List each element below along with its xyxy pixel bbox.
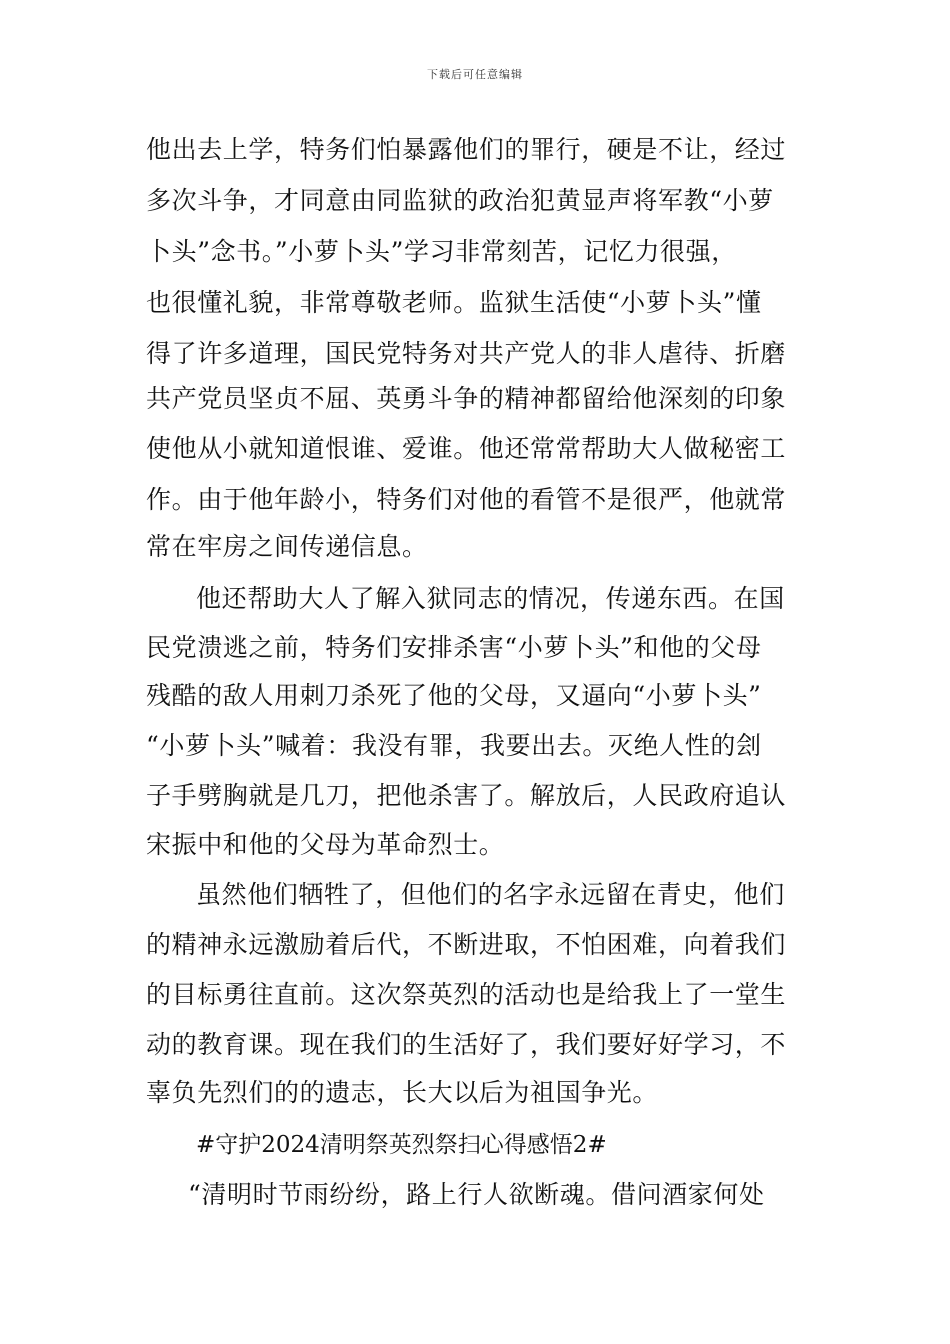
body-line: 残酷的敌人用刺刀杀死了他的父母，又逼向“小萝卜头” — [146, 681, 762, 710]
paragraph-first-line: “清明时节雨纷纷，路上行人欲断魂。借问酒家何处 — [188, 1180, 765, 1209]
body-line: 使他从小就知道恨谁、爱谁。他还常常帮助大人做秘密工 — [146, 434, 787, 463]
body-line: 辜负先烈们的的遗志，长大以后为祖国争光。 — [146, 1078, 659, 1107]
body-line: 作。由于他年龄小，特务们对他的看管不是很严，他就常 — [146, 485, 787, 514]
body-line: 共产党员坚贞不屈、英勇斗争的精神都留给他深刻的印象 — [146, 384, 787, 413]
body-line: 宋振中和他的父母为革命烈士。 — [146, 830, 505, 859]
page-header: 下载后可任意编辑 — [427, 68, 523, 81]
paragraph-first-line: 他还帮助大人了解入狱同志的情况，传递东西。在国 — [196, 584, 785, 613]
paragraph-first-line: 虽然他们牺牲了，但他们的名字永远留在青史，他们 — [196, 880, 785, 909]
body-line: 常在牢房之间传递信息。 — [146, 532, 428, 561]
body-line: 民党溃逃之前，特务们安排杀害“小萝卜头”和他的父母 — [146, 633, 762, 662]
body-line: “小萝卜头”喊着：我没有罪，我要出去。灭绝人性的刽 — [146, 731, 762, 760]
body-line: 的精神永远激励着后代，不断进取，不怕困难，向着我们 — [146, 930, 787, 959]
body-line: 多次斗争，才同意由同监狱的政治犯黄显声将军教“小萝 — [146, 186, 774, 215]
body-line: 卜头”念书。”小萝卜头”学习非常刻苦，记忆力很强， — [146, 237, 737, 266]
body-line: 动的教育课。现在我们的生活好了，我们要好好学习，不 — [146, 1030, 787, 1059]
body-line: 子手劈胸就是几刀，把他杀害了。解放后，人民政府追认 — [146, 781, 787, 810]
section-heading: #守护2024清明祭英烈祭扫心得感悟2# — [196, 1132, 607, 1158]
body-line: 得了许多道理，国民党特务对共产党人的非人虐待、折磨 — [146, 339, 787, 368]
body-line: 他出去上学，特务们怕暴露他们的罪行，硬是不让，经过 — [146, 135, 787, 164]
body-line: 的目标勇往直前。这次祭英烈的活动也是给我上了一堂生 — [146, 980, 787, 1009]
body-line: 也很懂礼貌，非常尊敬老师。监狱生活使“小萝卜头”懂 — [146, 288, 762, 317]
